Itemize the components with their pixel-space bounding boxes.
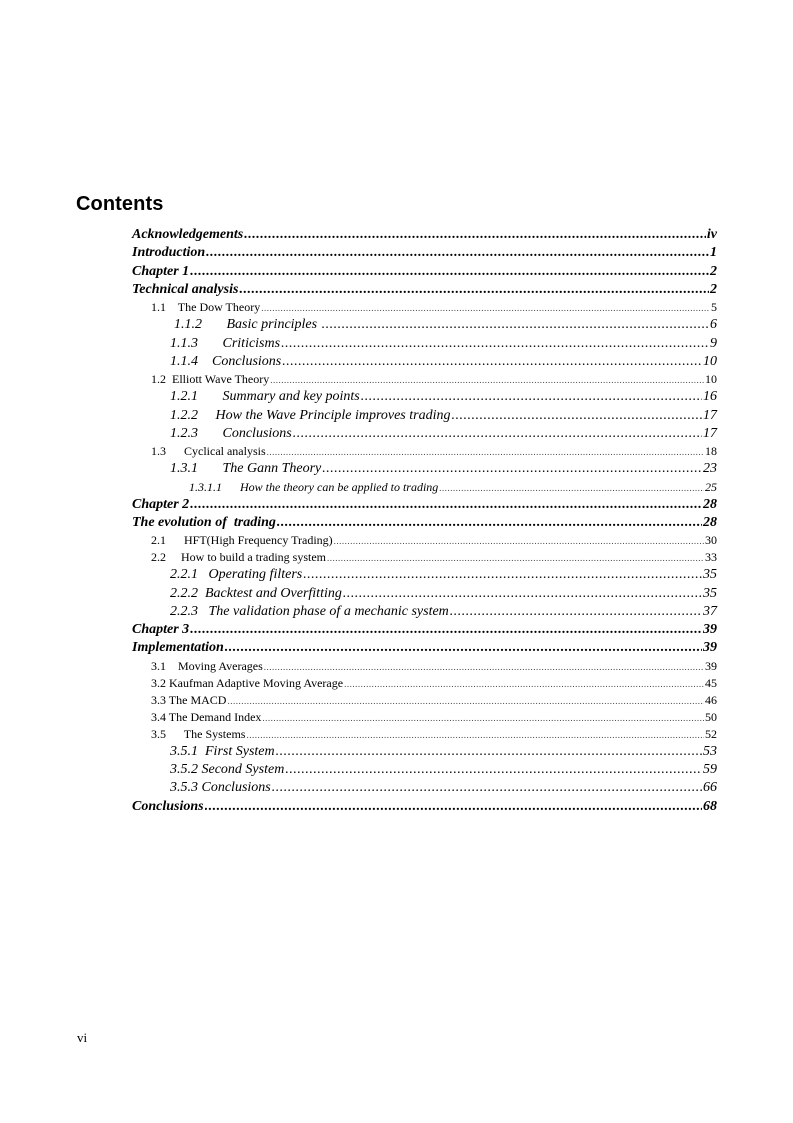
toc-entry-label: 3.5.2 Second System [170,762,285,777]
toc-entry-label: 1.3.1 The Gann Theory [170,461,322,476]
toc-entry-label: Chapter 3 [132,622,190,637]
toc-entry-page: 59 [703,762,717,777]
toc-entry-page: 23 [703,461,717,476]
toc-entry[interactable] [170,426,717,442]
toc-leader [225,640,702,656]
toc-leader [281,336,709,352]
toc-entry[interactable] [151,676,717,691]
toc-entry[interactable] [132,640,717,656]
toc-entry-page: 5 [711,300,717,314]
toc-entry-label: Implementation [132,640,224,655]
toc-entry-page: 39 [705,659,717,673]
toc-entry-label: Technical analysis [132,282,239,297]
toc-entry[interactable] [151,693,717,708]
toc-entry[interactable] [170,567,717,583]
toc-entry[interactable] [151,444,717,459]
toc-entry-page: 33 [705,550,717,564]
toc-entry[interactable] [151,300,717,315]
toc-leader [322,461,702,477]
toc-entry[interactable] [170,408,717,424]
toc-entry-page: 17 [703,408,717,423]
toc-entry[interactable] [151,727,717,742]
toc-entry-label: 1.2.2 How the Wave Principle improves trading [170,408,451,423]
toc-leader [272,780,702,796]
toc-entry[interactable] [151,710,717,725]
toc-entry-page: 39 [703,640,717,655]
toc-entry-page: 52 [705,727,717,741]
toc-entry-label: The evolution of trading [132,515,276,530]
toc-entry-label: 2.1 HFT(High Frequency Trading) [151,533,333,547]
toc-entry-page: 16 [703,389,717,404]
toc-leader [293,426,702,442]
toc-leader [276,744,702,760]
toc-entry-label: 3.5 The Systems [151,727,246,741]
page-title: Contents [76,193,164,215]
toc-entry[interactable] [132,282,717,298]
toc-entry-page: 37 [703,604,717,619]
page-number: vi [77,1030,88,1045]
toc-entry-page: 66 [703,780,717,795]
toc-entry-label: 3.1 Moving Averages [151,659,263,673]
toc-entry[interactable] [151,659,717,674]
toc-entry-page: 28 [703,515,717,530]
toc-entry[interactable] [170,762,717,778]
toc-entry-label: 3.4 The Demand Index [151,710,262,724]
toc-entry[interactable] [151,372,717,387]
toc-entry[interactable] [132,515,717,531]
toc-entry[interactable] [170,604,717,620]
toc-leader [190,497,702,513]
toc-entry[interactable] [132,245,717,261]
toc-entry-label: 1.1.3 Criticisms [170,336,281,351]
toc-entry-page: 50 [705,710,717,724]
toc-entry[interactable] [170,354,717,370]
toc-entry[interactable] [170,389,717,405]
toc-leader [267,447,704,457]
toc-leader [439,483,704,493]
toc-entry[interactable] [132,799,717,815]
toc-leader [282,354,702,370]
toc-entry[interactable] [151,550,717,565]
toc-leader [244,227,706,243]
toc-entry-page: 25 [705,480,717,494]
toc-entry-label: 1.1.2 Basic principles [174,317,321,332]
toc-leader [450,604,702,620]
toc-entry-page: 35 [703,586,717,601]
toc-entry[interactable] [132,622,717,638]
toc-entry-label: 3.2 Kaufman Adaptive Moving Average [151,676,344,690]
toc-entry-page: 45 [705,676,717,690]
toc-entry-label: 1.2.1 Summary and key points [170,389,360,404]
toc-leader [343,586,702,602]
toc-entry[interactable] [132,497,717,513]
toc-leader [327,553,704,563]
toc-entry-page: iv [706,227,717,242]
toc-entry[interactable] [132,264,717,280]
toc-entry[interactable] [170,336,717,352]
toc-entry[interactable] [170,586,717,602]
toc-entry-label: Chapter 2 [132,497,190,512]
toc-leader [190,264,709,280]
toc-entry-page: 2 [710,282,717,297]
toc-leader [285,762,702,778]
toc-leader [190,622,702,638]
toc-entry-label: 3.3 The MACD [151,693,227,707]
toc-entry-page: 6 [710,317,717,332]
toc-entry-page: 30 [705,533,717,547]
toc-entry-page: 46 [705,693,717,707]
toc-leader [264,662,704,672]
toc-entry-page: 17 [703,426,717,441]
toc-entry[interactable] [170,780,717,796]
toc-entry-page: 53 [703,744,717,759]
toc-entry-label: 1.2.3 Conclusions [170,426,292,441]
toc-entry[interactable] [170,744,717,760]
toc-entry[interactable] [151,533,717,548]
toc-entry-label: Conclusions [132,799,204,814]
toc-leader [206,245,709,261]
toc-entry[interactable] [170,461,717,477]
toc-entry-page: 10 [703,354,717,369]
toc-entry-page: 35 [703,567,717,582]
toc-entry-label: Introduction [132,245,206,260]
toc-entry[interactable] [132,227,717,243]
toc-leader [239,282,709,298]
toc-leader [344,679,704,689]
toc-entry-label: 1.3.1.1 How the theory can be applied to trading [189,480,439,494]
toc-leader [261,303,710,313]
toc-entry-label: Chapter 1 [132,264,190,279]
toc-leader [452,408,703,424]
toc-entry-label: 2.2.2 Backtest and Overfitting [170,586,342,601]
toc-entry-page: 28 [703,497,717,512]
toc-leader [270,375,704,385]
toc-entry-label: 3.5.3 Conclusions [170,780,271,795]
toc-leader [334,536,704,546]
toc-entry-page: 10 [705,372,717,386]
toc-entry-page: 9 [710,336,717,351]
toc-leader [205,799,702,815]
toc-entry-page: 18 [705,444,717,458]
toc-leader [262,713,704,723]
toc-entry-label: Acknowledgements [132,227,244,242]
toc-entry-page: 2 [710,264,717,279]
toc-entry-label: 3.5.1 First System [170,744,275,759]
toc-entry-page: 1 [710,245,717,260]
toc-entry-label: 1.1 The Dow Theory [151,300,261,314]
toc-entry-label: 1.1.4 Conclusions [170,354,282,369]
toc-entry[interactable] [174,317,717,333]
toc-leader [303,567,702,583]
toc-leader [277,515,702,531]
toc-entry[interactable] [189,480,717,495]
toc-entry-label: 2.2.3 The validation phase of a mechanic system [170,604,449,619]
toc-entry-label: 1.2 Elliott Wave Theory [151,372,270,386]
toc-entry-label: 2.2.1 Operating filters [170,567,303,582]
toc-entry-page: 68 [703,799,717,814]
toc-entry-page: 39 [703,622,717,637]
toc-leader [246,730,704,740]
toc-entry-label: 2.2 How to build a trading system [151,550,326,564]
toc-entry-label: 1.3 Cyclical analysis [151,444,266,458]
toc-leader [227,696,704,706]
toc-leader [361,389,702,405]
toc-leader [322,317,709,333]
